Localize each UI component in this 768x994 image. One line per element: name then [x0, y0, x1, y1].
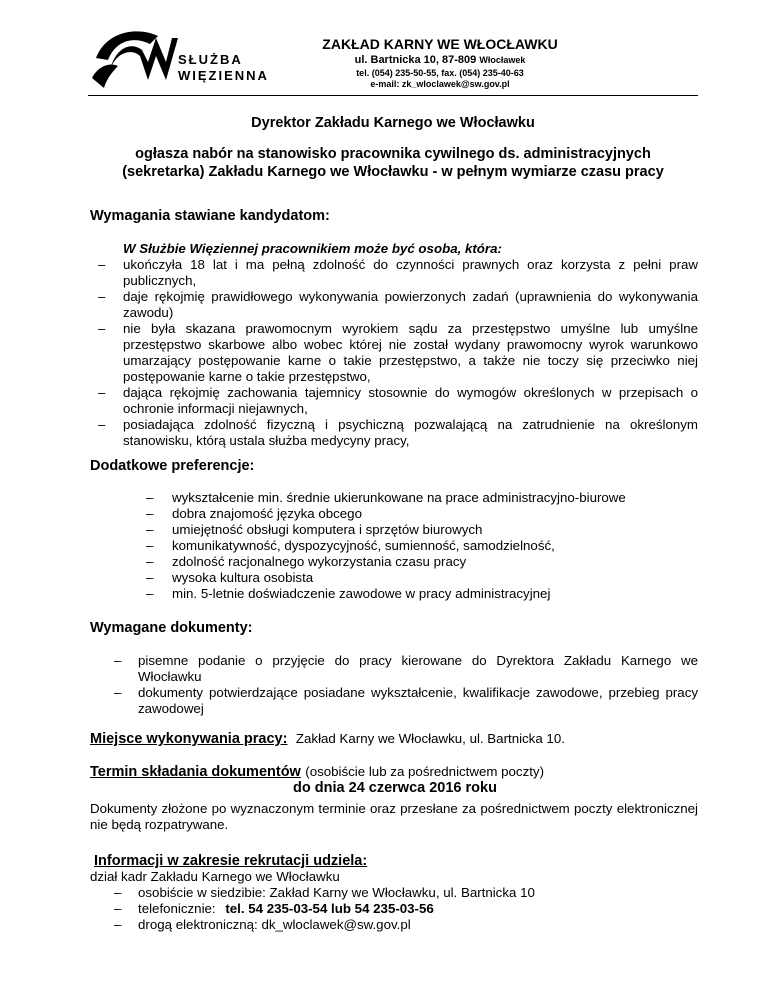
requirement-item: nie była skazana prawomocnym wyrokiem sądu za przestępstwo umyślne lub umyślne przestępstwo skarbowe albo wobec której nie został wydany prawomocny wyrok warunkowo umarzający postępowanie karne o takie przestępstwo, a także nie toczy się przeciwko niej postępowanie karne o takie przestępstwo, — [123, 321, 698, 384]
requirements-heading: Wymagania stawiane kandydatom: — [90, 208, 330, 224]
list-item — [146, 538, 706, 554]
workplace-value: Zakład Karny we Włocławku, ul. Bartnicka 10. — [295, 731, 565, 746]
document-item: pisemne podanie o przyjęcie do pracy kierowane do Dyrektora Zakładu Karnego we Włocławku — [138, 653, 698, 684]
preference-text: komunikatywność, dyspozycyjność, sumienność, samodzielność, — [172, 538, 555, 553]
requirement-item: dająca rękojmię zachowania tajemnicy stosownie do wymogów określonych w przepisach o ochronie informacji niejawnych, — [123, 385, 698, 416]
contact-department: dział kadr Zakładu Karnego we Włocławku — [90, 869, 340, 884]
list-item — [146, 506, 706, 522]
requirement-item: daje rękojmię prawidłowego wykonywania powierzonych zadań (uprawnienia do wykonywania zawodu) — [123, 289, 698, 320]
deadline-label: Termin składania dokumentów — [90, 764, 301, 780]
institution-title: ZAKŁAD KARNY WE WŁOCŁAWKU — [322, 36, 558, 52]
preference-text: min. 5-letnie doświadczenie zawodowe w pracy administracyjnej — [172, 586, 551, 601]
dash-icon: – — [146, 490, 154, 505]
dash-icon: – — [146, 586, 154, 601]
dash-icon: – — [114, 653, 122, 668]
requirement-item: ukończyła 18 lat i ma pełną zdolność do czynności prawnych oraz korzysta z pełni praw publicznych, — [123, 257, 698, 288]
deadline-date: do dnia 24 czerwca 2016 roku — [293, 780, 497, 796]
logo-text — [178, 52, 269, 84]
requirement-item: posiadająca zdolność fizyczną i psychiczną pozwalającą na zatrudnienie na określonym stanowisku, którą ustala służba medycyny pracy, — [123, 417, 698, 448]
dash-icon: – — [98, 385, 106, 400]
institution-address — [270, 54, 610, 66]
contact-email: drogą elektroniczną: dk_wloclawek@sw.gov.pl — [138, 917, 411, 932]
preferences-list — [146, 490, 706, 602]
contact-phone — [138, 901, 434, 917]
contact-phone-value: tel. 54 235-03-54 lub 54 235-03-56 — [225, 901, 434, 916]
dash-icon: – — [146, 570, 154, 585]
announcement-line-2: (sekretarka) Zakładu Karnego we Włocławku - w pełnym wymiarze czasu pracy — [122, 164, 664, 180]
dash-icon: – — [114, 901, 122, 916]
dash-icon: – — [146, 522, 154, 537]
contact-heading: Informacji w zakresie rekrutacji udziela: — [94, 853, 368, 869]
dash-icon: – — [98, 289, 106, 304]
dash-icon: – — [98, 417, 106, 432]
preference-text: zdolność racjonalnego wykorzystania czasu pracy — [172, 554, 467, 569]
preference-text: wykształcenie min. średnie ukierunkowane na prace administracyjno-biurowe — [172, 490, 626, 505]
workplace-label: Miejsce wykonywania pracy: — [90, 731, 288, 747]
logo-line-2: WIĘZIENNA — [178, 68, 269, 83]
preference-text: wysoka kultura osobista — [172, 570, 314, 585]
dash-icon: – — [146, 554, 154, 569]
documents-heading: Wymagane dokumenty: — [90, 620, 253, 636]
dash-icon: – — [146, 538, 154, 553]
issuer-title: Dyrektor Zakładu Karnego we Włocławku — [251, 115, 535, 131]
phone-fax: tel. (054) 235-50-55, fax. (054) 235-40-63 — [356, 68, 524, 78]
address-city: Włocławek — [479, 55, 526, 65]
dash-icon: – — [114, 917, 122, 932]
requirements-intro: W Służbie Więziennej pracownikiem może być osoba, która: — [123, 241, 502, 256]
list-item — [146, 490, 706, 506]
deadline-note: (osobiście lub za pośrednictwem poczty) — [305, 764, 545, 779]
logo-line-1: SŁUŻBA — [178, 52, 243, 67]
announcement-line-1: ogłasza nabór na stanowisko pracownika cywilnego ds. administracyjnych — [135, 146, 651, 162]
header-divider — [88, 95, 698, 96]
preference-text: dobra znajomość języka obcego — [172, 506, 362, 521]
dash-icon: – — [146, 506, 154, 521]
contact-phone-label: telefonicznie: — [138, 901, 216, 916]
document-item: dokumenty potwierdzające posiadane wykształcenie, kwalifikacje zawodowe, przebieg pracy zawodowej — [138, 685, 698, 716]
list-item — [146, 554, 706, 570]
dash-icon: – — [98, 321, 106, 336]
contact-in-person: osobiście w siedzibie: Zakład Karny we Włocławku, ul. Bartnicka 10 — [138, 885, 535, 900]
list-item — [146, 586, 706, 602]
preference-text: umiejętność obsługi komputera i sprzętów biurowych — [172, 522, 483, 537]
address-street: ul. Bartnicka 10, 87-809 — [354, 54, 477, 66]
deadline-line — [90, 763, 544, 781]
preferences-heading: Dodatkowe preferencje: — [90, 458, 255, 474]
deadline-remark: Dokumenty złożone po wyznaczonym terminie oraz przesłane za pośrednictwem poczty elektronicznej nie będą rozpatrywane. — [90, 801, 698, 832]
list-item — [146, 570, 706, 586]
dash-icon: – — [114, 685, 122, 700]
header-email: e-mail: zk_wloclawek@sw.gov.pl — [370, 79, 510, 89]
list-item — [146, 522, 706, 538]
dash-icon: – — [98, 257, 106, 272]
dash-icon: – — [114, 885, 122, 900]
workplace-line — [90, 730, 565, 748]
